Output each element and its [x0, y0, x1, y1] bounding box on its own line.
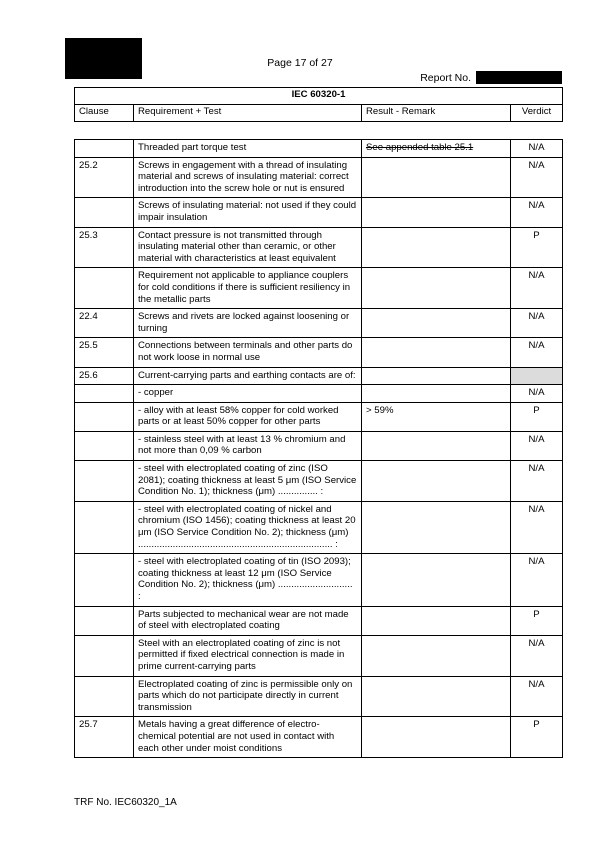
- table-row: [75, 385, 563, 403]
- page-number: Page 17 of 27: [267, 57, 333, 69]
- standard-title: IEC 60320-1: [75, 88, 563, 105]
- table-row: [75, 367, 563, 385]
- table-row: [75, 268, 563, 309]
- report-label: Report No.: [420, 71, 471, 84]
- row-requirement: - alloy with at least 58% copper for cold worked parts or at least 50% copper for other parts: [134, 402, 362, 431]
- row-requirement: Current-carrying parts and earthing contacts are of:: [134, 367, 362, 385]
- table-row: [75, 227, 563, 268]
- table-row: [75, 157, 563, 198]
- row-clause: [75, 431, 134, 460]
- row-verdict: [511, 367, 563, 385]
- row-requirement: - steel with electroplated coating of nickel and chromium (ISO 1456); coating thickness at least 20 μm (ISO Service Condition No. 2); thickness (μm) ......................................................................... :: [134, 501, 362, 553]
- row-clause: 22.4: [75, 309, 134, 338]
- row-requirement: Electroplated coating of zinc is permissible only on parts which do not participate directly in current transmission: [134, 676, 362, 717]
- row-result: [362, 309, 511, 338]
- table-row: [75, 431, 563, 460]
- row-requirement: Requirement not applicable to appliance couplers for cold conditions if there is sufficient resiliency in the metallic parts: [134, 268, 362, 309]
- table-row: [75, 606, 563, 635]
- row-clause: [75, 198, 134, 227]
- row-requirement: - copper: [134, 385, 362, 403]
- row-requirement: - steel with electroplated coating of tin (ISO 2093); coating thickness at least 12 μm (ISO Service Condition No. 2); thickness (μm) ............................ :: [134, 554, 362, 606]
- row-clause: [75, 554, 134, 606]
- row-result: > 59%: [362, 402, 511, 431]
- row-verdict: N/A: [511, 461, 563, 502]
- row-clause: 25.5: [75, 338, 134, 367]
- row-clause: [75, 461, 134, 502]
- row-result: [362, 717, 511, 758]
- requirements-table: [74, 139, 563, 758]
- row-result: [362, 385, 511, 403]
- row-clause: 25.2: [75, 157, 134, 198]
- row-result: [362, 157, 511, 198]
- row-clause: 25.3: [75, 227, 134, 268]
- row-result: [362, 676, 511, 717]
- row-requirement: - stainless steel with at least 13 % chromium and not more than 0,09 % carbon: [134, 431, 362, 460]
- table-row: [75, 554, 563, 606]
- row-result: [362, 227, 511, 268]
- row-verdict: N/A: [511, 635, 563, 676]
- row-verdict: N/A: [511, 385, 563, 403]
- row-result: [362, 501, 511, 553]
- row-result: [362, 338, 511, 367]
- row-verdict: P: [511, 717, 563, 758]
- table-row: [75, 501, 563, 553]
- table-row: [75, 717, 563, 758]
- row-verdict: P: [511, 227, 563, 268]
- redacted-report-number: [476, 71, 562, 84]
- row-requirement: - steel with electroplated coating of zinc (ISO 2081); coating thickness at least 5 μm (ISO Service Condition No. 1); thickness (μm) ............... :: [134, 461, 362, 502]
- table-row: [75, 461, 563, 502]
- row-result: [362, 606, 511, 635]
- table-row: [75, 309, 563, 338]
- row-clause: [75, 676, 134, 717]
- row-verdict: P: [511, 606, 563, 635]
- row-clause: [75, 606, 134, 635]
- row-result: [362, 367, 511, 385]
- table-row: [75, 676, 563, 717]
- row-result: [362, 198, 511, 227]
- row-requirement: Screws in engagement with a thread of insulating material and screws of insulating material: correct introduction into the screw hole or nut is ensured: [134, 157, 362, 198]
- row-clause: [75, 501, 134, 553]
- row-clause: 25.6: [75, 367, 134, 385]
- row-clause: [75, 635, 134, 676]
- row-clause: 25.7: [75, 717, 134, 758]
- row-verdict: N/A: [511, 676, 563, 717]
- row-requirement: Metals having a great difference of electro-chemical potential are not used in contact with each other under moist conditions: [134, 717, 362, 758]
- column-header-verdict: Verdict: [511, 105, 563, 122]
- row-clause: [75, 385, 134, 403]
- row-result: [362, 431, 511, 460]
- report-number: [420, 71, 562, 84]
- row-requirement: Threaded part torque test: [134, 140, 362, 158]
- row-result: [362, 268, 511, 309]
- row-requirement: Screws and rivets are locked against loosening or turning: [134, 309, 362, 338]
- row-requirement: Screws of insulating material: not used if they could impair insulation: [134, 198, 362, 227]
- row-result: [362, 635, 511, 676]
- row-verdict: N/A: [511, 338, 563, 367]
- column-header-result: Result - Remark: [362, 105, 511, 122]
- row-verdict: P: [511, 402, 563, 431]
- table-row: [75, 635, 563, 676]
- trf-number: TRF No. IEC60320_1A: [74, 797, 177, 808]
- row-requirement: Connections between terminals and other parts do not work loose in normal use: [134, 338, 362, 367]
- row-verdict: N/A: [511, 501, 563, 553]
- row-result: [362, 554, 511, 606]
- row-clause: [75, 140, 134, 158]
- row-verdict: N/A: [511, 268, 563, 309]
- table-row: [75, 140, 563, 158]
- row-result: [362, 461, 511, 502]
- row-requirement: Contact pressure is not transmitted through insulating material other than ceramic, or other material with characteristics at least equivalent: [134, 227, 362, 268]
- column-header-clause: Clause: [75, 105, 134, 122]
- row-verdict: N/A: [511, 157, 563, 198]
- row-verdict: N/A: [511, 309, 563, 338]
- row-clause: [75, 268, 134, 309]
- row-verdict: N/A: [511, 198, 563, 227]
- table-row: [75, 402, 563, 431]
- table-row: [75, 198, 563, 227]
- column-header-requirement: Requirement + Test: [134, 105, 362, 122]
- row-clause: [75, 402, 134, 431]
- row-requirement: Parts subjected to mechanical wear are not made of steel with electroplated coating: [134, 606, 362, 635]
- row-verdict: N/A: [511, 431, 563, 460]
- row-verdict: N/A: [511, 554, 563, 606]
- row-requirement: Steel with an electroplated coating of zinc is not permitted if fixed electrical connection is made in prime current-carrying parts: [134, 635, 362, 676]
- row-result: See appended table 25.1: [362, 140, 511, 158]
- table-row: [75, 338, 563, 367]
- row-verdict: N/A: [511, 140, 563, 158]
- table-header: [74, 87, 563, 122]
